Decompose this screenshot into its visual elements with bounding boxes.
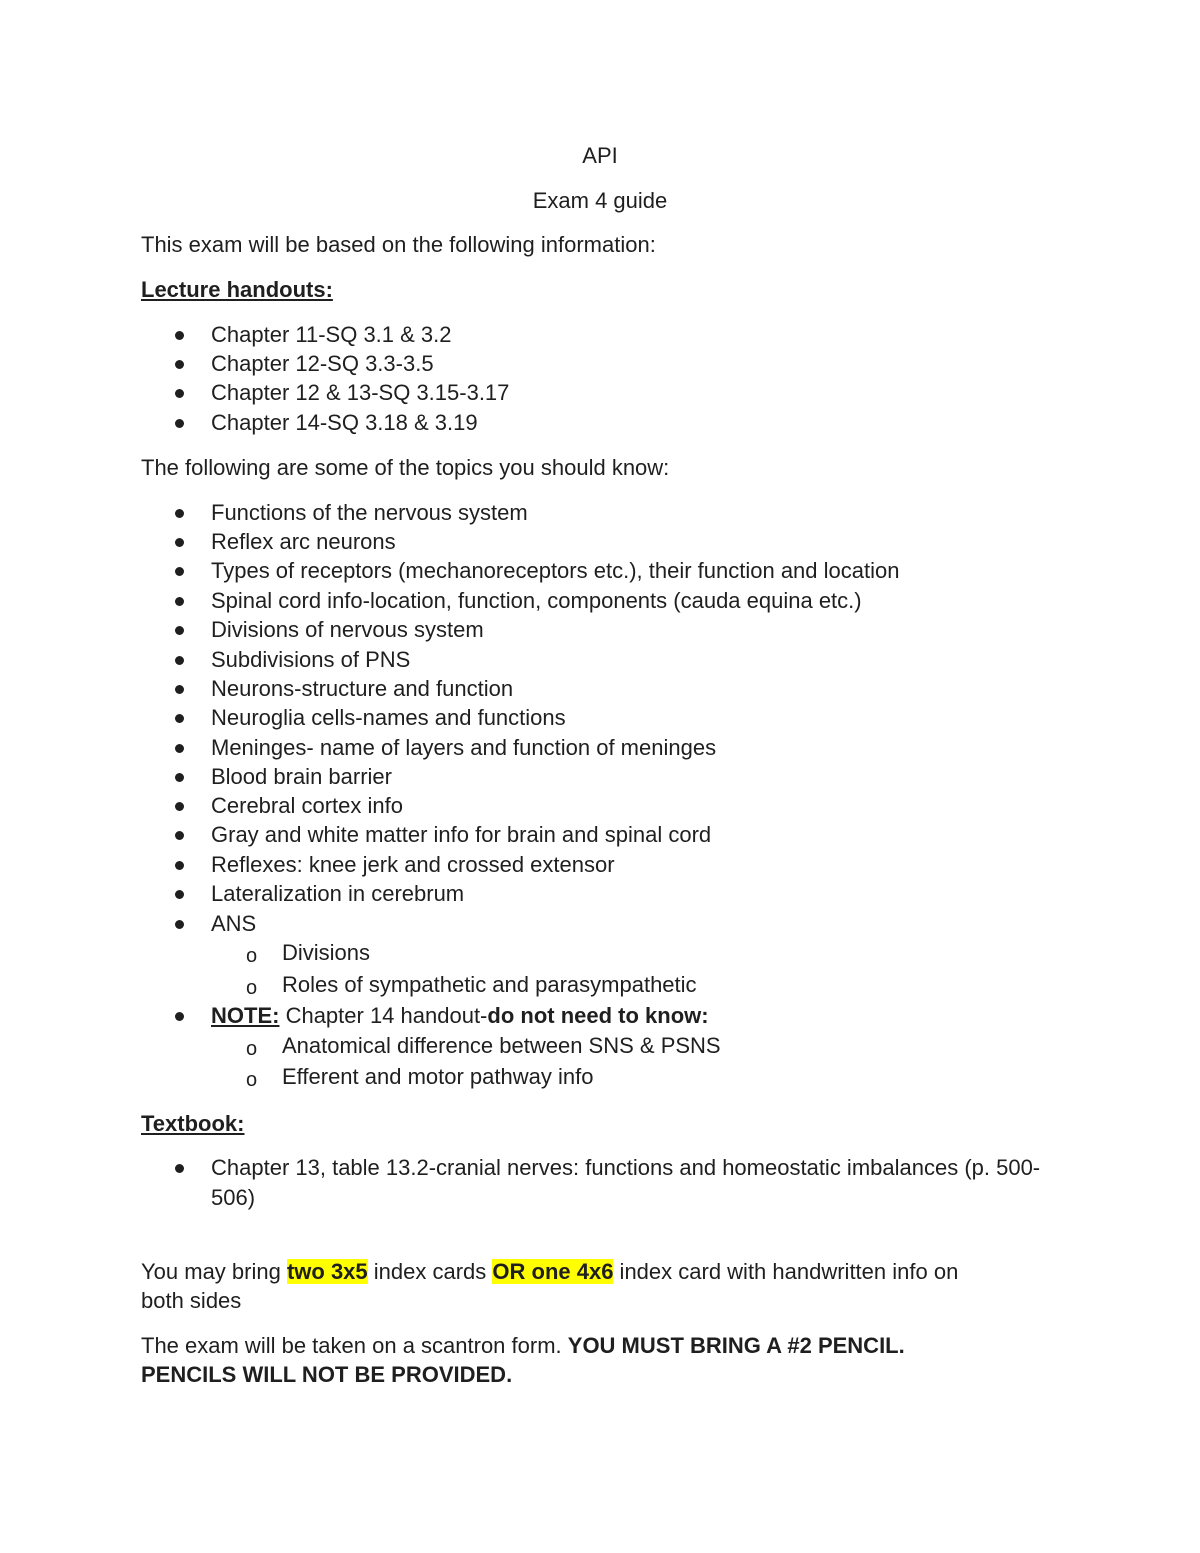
circle-bullet-icon: o [246,945,258,967]
list-item: Gray and white matter info for brain and spinal cord [211,822,711,848]
highlight-two-3x5: two 3x5 [286,1259,368,1284]
intro-text: This exam will be based on the following information: [141,232,656,257]
doc-title: API [582,143,618,168]
pencil-warning: YOU MUST BRING A #2 PENCIL. [567,1333,905,1358]
topics-intro: The following are some of the topics you should know: [141,455,670,480]
bullet-icon [175,656,184,665]
circle-bullet-icon: o [246,1038,258,1060]
bullet-icon [175,890,184,899]
lecture-heading: Lecture handouts: [141,277,333,302]
sub-list-item: o Divisions [246,940,371,967]
circle-bullet-icon: o [246,1069,258,1091]
bullet-icon [175,831,184,840]
bullet-icon [175,360,184,369]
bullet-icon [175,861,184,870]
bullet-icon [175,419,184,428]
list-item: Cerebral cortex info [211,793,403,819]
list-item: Neurons-structure and function [211,676,513,702]
list-item: Spinal cord info-location, function, components (cauda equina etc.) [211,588,862,614]
index-card-line-2: both sides [141,1288,242,1313]
list-item: Chapter 13, table 13.2-cranial nerves: functions and homeostatic imbalances (p. 500-506) [211,1153,1061,1213]
bullet-icon [175,389,184,398]
scantron-line: The exam will be taken on a scantron form. YOU MUST BRING A #2 PENCIL. [141,1333,905,1358]
list-item: Neuroglia cells-names and functions [211,705,566,731]
note-label: NOTE: [211,1003,280,1028]
sub-list-item: o Anatomical difference between SNS & PSNS [246,1033,721,1060]
list-item: ANS [211,911,256,937]
bullet-icon [175,597,184,606]
sub-list-item: o Efferent and motor pathway info [246,1064,594,1091]
list-item: Reflex arc neurons [211,529,396,555]
list-item: Meninges- name of layers and function of meninges [211,735,716,761]
list-item: Chapter 12 & 13-SQ 3.15-3.17 [211,380,509,406]
bullet-icon [175,920,184,929]
sub-list-item: o Roles of sympathetic and parasympathetic [246,972,697,999]
list-item: Reflexes: knee jerk and crossed extensor [211,852,615,878]
note-item [211,1003,709,1029]
list-item: Lateralization in cerebrum [211,881,464,907]
bullet-icon [175,802,184,811]
bullet-icon [175,773,184,782]
bullet-icon [175,744,184,753]
textbook-heading: Textbook: [141,1111,245,1136]
bullet-icon [175,538,184,547]
bullet-icon [175,1012,184,1021]
bullet-icon [175,626,184,635]
pencil-warning-2: PENCILS WILL NOT BE PROVIDED. [141,1362,513,1387]
list-item: Chapter 14-SQ 3.18 & 3.19 [211,410,478,436]
bullet-icon [175,714,184,723]
index-card-line: You may bring two 3x5 index cards OR one 4x6 index card with handwritten info on [141,1259,959,1284]
list-item: Blood brain barrier [211,764,392,790]
note-text: Chapter 14 handout- [279,1003,488,1028]
list-item: Chapter 12-SQ 3.3-3.5 [211,351,434,377]
note-bold: do not need to know: [487,1003,709,1028]
bullet-icon [175,1164,184,1173]
circle-bullet-icon: o [246,977,258,999]
list-item: Subdivisions of PNS [211,647,410,673]
bullet-icon [175,331,184,340]
doc-subtitle: Exam 4 guide [532,188,668,213]
highlight-one-4x6: OR one 4x6 [492,1259,614,1284]
bullet-icon [175,685,184,694]
list-item: Divisions of nervous system [211,617,484,643]
bullet-icon [175,509,184,518]
list-item: Chapter 11-SQ 3.1 & 3.2 [211,322,452,348]
list-item: Types of receptors (mechanoreceptors etc.), their function and location [211,558,899,584]
list-item: Functions of the nervous system [211,500,528,526]
bullet-icon [175,567,184,576]
